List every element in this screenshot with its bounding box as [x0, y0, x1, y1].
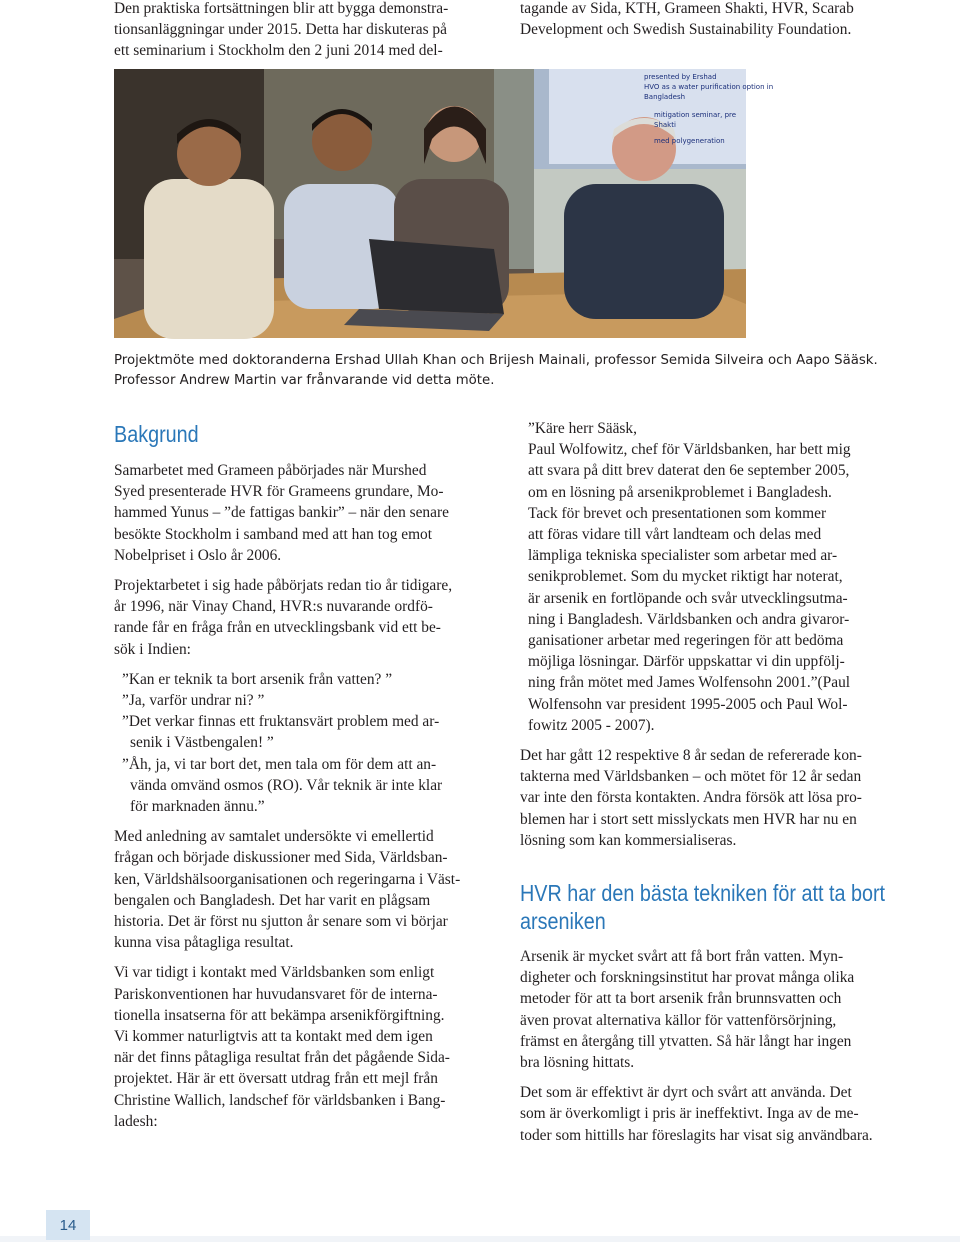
- text-line: tionella insatserna för att bekämpa arsenikförgiftning.: [114, 1006, 445, 1024]
- text-line: Wolfensohn var president 1995-2005 och Paul Wol-: [528, 695, 848, 713]
- text-line: ”Käre herr Sääsk,: [528, 420, 637, 437]
- text-line: Samarbetet med Grameen påbörjades när Murshed: [114, 462, 427, 479]
- text-line: år 1996, när Vinay Chand, HVR:s nuvarande ordfö-: [114, 598, 433, 616]
- text-line: lämpliga tekniska specialister som arbetar med ar-: [528, 547, 838, 565]
- paragraph: [520, 1082, 906, 1146]
- text-line: sök i Indien:: [114, 640, 191, 658]
- meeting-photo: [114, 69, 774, 338]
- text-line: lösning som kan kommersialiseras.: [520, 831, 737, 849]
- section-heading-bakgrund: Bakgrund: [114, 421, 199, 447]
- quote-line: ”Ja, varför undrar ni? ”: [122, 692, 265, 710]
- text-line: rande får en fråga från en utvecklingsbank vid ett be-: [114, 619, 441, 637]
- text-line: var inte den första kontakten. Andra försök att lösa pro-: [520, 789, 862, 807]
- screen-text: med polygeneration: [654, 137, 725, 145]
- text-line: senikproblemet. Som du mycket riktigt har noterat,: [528, 568, 843, 586]
- text-line: ken, Världshälsoorganisationen och regeringarna i Väst-: [114, 870, 461, 888]
- text-line: är arsenik en fortlöpande och svår utvecklingsutma-: [528, 589, 848, 607]
- text-line: Christine Wallich, landschef för världsbanken i Bang-: [114, 1091, 446, 1109]
- right-column: [520, 418, 906, 1146]
- quote-block: [114, 669, 498, 817]
- text-line: frågan och började diskussioner med Sida, Världsban-: [114, 849, 448, 867]
- text-line: Nobelpriset i Oslo år 2006.: [114, 546, 282, 564]
- text-line: tionsanläggningar under 2015. Detta har diskuteras på: [114, 21, 447, 39]
- text-line: bengalen och Bangladesh. Det har varit en plågsam: [114, 891, 431, 909]
- text-line: Pariskonventionen har huvudansvaret för de interna-: [114, 985, 438, 1003]
- text-line: Development och Swedish Sustainability Foundation.: [520, 21, 852, 39]
- text-line: ladesh:: [114, 1112, 158, 1130]
- text-line: besökte Stockholm i samband med att han tog emot: [114, 525, 433, 543]
- text-line: Det som är effektivt är dyrt och svårt att använda. Det: [520, 1084, 852, 1102]
- text-line: Den praktiska fortsättningen blir att bygga demonstra-: [114, 0, 449, 17]
- text-line: digheter och forskningsinstitut har provat många olika: [520, 969, 855, 987]
- text-line: ning från mötet med James Wolfensohn 2001.”(Paul: [528, 674, 851, 692]
- text-line: Tack för brevet och presentationen som kommer: [528, 504, 827, 522]
- text-line: takterna med Världsbanken – och mötet för 12 år sedan: [520, 768, 862, 786]
- top-left-text: [114, 0, 499, 62]
- screen-text: Shakti: [654, 121, 676, 129]
- caption-line: Professor Andrew Martin var frånvarande vid detta möte.: [114, 372, 495, 388]
- text-line: hammed Yunus – ”de fattigas bankir” – när den senare: [114, 504, 449, 522]
- section-heading-hvr: [520, 879, 906, 935]
- text-line: även provat alternativa källor för vattenförsörjning,: [520, 1011, 837, 1029]
- left-column: [114, 420, 498, 1132]
- text-line: främst en återgång till ytvatten. Så här långt har ingen: [520, 1032, 852, 1050]
- paragraph: [114, 962, 498, 1132]
- text-line: fowitz 2005 - 2007).: [528, 716, 655, 734]
- text-line: ganisationer arbetar med regeringen för att bedöma: [528, 632, 844, 650]
- text-line: kunna visa påtagliga resultat.: [114, 934, 294, 952]
- quote-line: ”Kan er teknik ta bort arsenik från vatten? ”: [122, 670, 393, 688]
- text-line: Vi kommer naturligtvis att ta kontakt med dem igen: [114, 1028, 433, 1046]
- text-line: blemen har i stort sett misslyckats men HVR har nu en: [520, 810, 857, 828]
- screen-text: presented by Ershad: [644, 73, 717, 81]
- text-line: ning i Bangladesh. Världsbanken och andra givaror-: [528, 610, 850, 628]
- text-line: Syed presenterade HVR för Grameens grundare, Mo-: [114, 483, 444, 501]
- text-line: om en lösning på arsenikproblemet i Bangladesh.: [528, 483, 832, 501]
- text-line: historia. Det är först nu sjutton år senare som vi börjar: [114, 913, 448, 931]
- screen-text: HVO as a water purification option in: [644, 83, 774, 91]
- text-line: bra lösning hittats.: [520, 1054, 635, 1072]
- paragraph: [114, 460, 498, 566]
- text-line: ett seminarium i Stockholm den 2 juni 2014 med del-: [114, 42, 443, 60]
- text-line: att föras vidare till vårt landteam och delas med: [528, 526, 822, 544]
- screen-text: mitigation seminar, pre: [654, 111, 737, 119]
- footer-band: [0, 1236, 960, 1242]
- text-line: projektet. Här är ett översatt utdrag från ett mejl från: [114, 1070, 438, 1088]
- text-line: Projektarbetet i sig hade påbörjats redan tio år tidigare,: [114, 577, 453, 595]
- text-line: Vi var tidigt i kontakt med Världsbanken som enligt: [114, 964, 435, 982]
- text-line: Arsenik är mycket svårt att få bort från vatten. Myn-: [520, 948, 844, 966]
- quote-line: vända omvänd osmos (RO). Vår teknik är inte klar: [130, 776, 443, 794]
- heading-line: HVR har den bästa tekniken för att ta bort: [520, 880, 886, 907]
- letter-quote: [520, 418, 906, 736]
- quote-line: ”Det verkar finnas ett fruktansvärt problem med ar-: [122, 713, 440, 731]
- paragraph: [114, 575, 498, 660]
- text-line: när det finns påtagliga resultat från det pågående Sida-: [114, 1049, 450, 1067]
- photo-caption: [114, 351, 894, 390]
- page-number: 14: [46, 1210, 90, 1240]
- paragraph: [520, 946, 906, 1073]
- paragraph: [520, 745, 906, 851]
- text-line: Paul Wolfowitz, chef för Världsbanken, har bett mig: [528, 441, 851, 459]
- text-line: möjliga lösningar. Därför uppskattar vi din uppfölj-: [528, 653, 845, 671]
- paragraph: [114, 826, 498, 953]
- text-line: att svara på ditt brev daterat den 6e september 2005,: [528, 462, 850, 480]
- text-line: som är överkomligt i pris är ineffektivt. Inga av de me-: [520, 1105, 859, 1123]
- quote-line: senik i Västbengalen! ”: [130, 734, 274, 752]
- screen-text: Bangladesh: [644, 93, 686, 101]
- top-right-text: [520, 0, 910, 40]
- heading-line: arseniken: [520, 908, 606, 935]
- quote-line: ”Åh, ja, vi tar bort det, men tala om för dem att an-: [122, 755, 437, 773]
- text-line: tagande av Sida, KTH, Grameen Shakti, HVR, Scarab: [520, 0, 854, 17]
- text-line: metoder för att ta bort arsenik från brunnsvatten och: [520, 990, 842, 1008]
- caption-line: Projektmöte med doktoranderna Ershad Ullah Khan och Brijesh Mainali, professor Semida Silveira och Aapo Sääsk.: [114, 353, 878, 368]
- quote-line: för marknaden ännu.”: [130, 798, 265, 816]
- text-line: toder som hittills har föreslagits har visat sig användbara.: [520, 1126, 873, 1144]
- text-line: Det har gått 12 respektive 8 år sedan de refererade kon-: [520, 747, 862, 765]
- text-line: Med anledning av samtalet undersökte vi emellertid: [114, 828, 434, 846]
